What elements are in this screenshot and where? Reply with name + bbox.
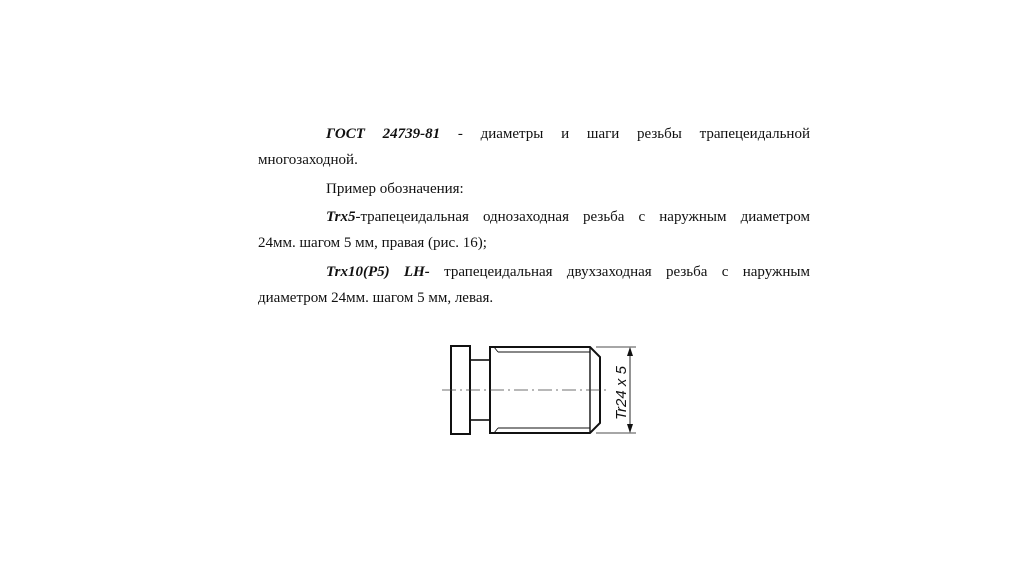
double-start-line-2: диаметром 24мм. шагом 5 мм, левая. (258, 290, 494, 306)
single-start-example (258, 204, 810, 256)
double-start-description: трапецеидальная двухзаходная резьба с наружным (429, 264, 810, 280)
example-heading: Пример обозначения: (326, 181, 464, 197)
gost-paragraph (258, 121, 810, 173)
gost-line-2: многозаходной. (258, 152, 358, 168)
single-start-line-1 (258, 204, 810, 230)
double-start-line-1 (258, 259, 810, 285)
single-start-description: -трапецеидальная однозаходная резьба с наружным диаметром (355, 209, 810, 225)
threaded-part-drawing (440, 336, 650, 446)
gost-description: - диаметры и шаги резьбы трапецеидальной (440, 126, 810, 142)
gost-code: ГОСТ 24739-81 (326, 126, 441, 142)
dimension-arrow-top (627, 347, 633, 356)
single-start-code: Trx5 (326, 209, 356, 225)
thread-dimension-label: Tr24 x 5 (613, 366, 630, 420)
single-start-line-2: 24мм. шагом 5 мм, правая (рис. 16); (258, 235, 487, 251)
gost-line-1 (258, 121, 810, 147)
dimension-arrow-bottom (627, 424, 633, 433)
double-start-code: Trx10(P5) LH- (326, 264, 430, 280)
double-start-example (258, 259, 810, 311)
